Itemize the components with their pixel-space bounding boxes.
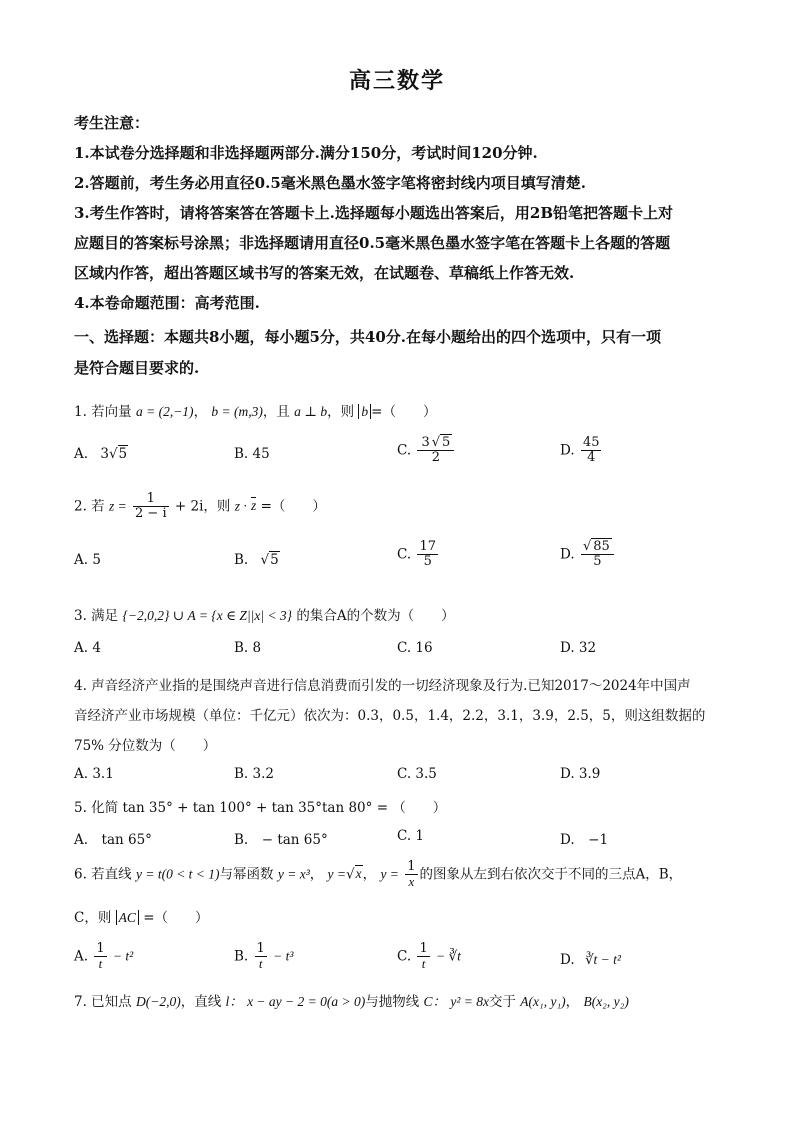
q6-mid2: 的图象从左到右依次交于不同的三点A，B，	[419, 866, 683, 883]
fraction	[405, 860, 417, 890]
frac-num: 45	[582, 435, 600, 450]
q5-option-a: A. tan 65°	[74, 832, 152, 848]
question-4-line: 75% 分位数为（ ）	[74, 738, 217, 754]
section-heading: 是符合题目要求的.	[74, 359, 200, 377]
fraction	[133, 492, 169, 522]
frac-den: 5	[423, 554, 432, 570]
option-coef: 3	[100, 446, 109, 462]
option-expression: ∛t − t²	[584, 952, 621, 967]
q2-z-mul: z ·	[234, 498, 247, 514]
q5-prefix: 5. 化简	[74, 800, 119, 816]
question-5	[74, 796, 446, 816]
q7-mid1: ，直线	[180, 994, 222, 1010]
q6-sep: ，	[362, 866, 377, 883]
notice-heading: 考生注意：	[74, 114, 150, 132]
notice-item: 区域内作答，超出答题区域书写的答案无效，在试题卷、草稿纸上作答无效.	[74, 264, 575, 282]
fraction: $\frac{√ 85}{5}$	[581, 540, 614, 570]
q6-func3-pre: y =	[380, 866, 399, 882]
fraction	[417, 540, 438, 570]
question-6-line2	[74, 906, 209, 926]
option-label: C.	[397, 442, 412, 459]
notice-item: 2.答题前，考生务必用直径0.5毫米黑色墨水签字笔将密封线内项目填写清楚.	[74, 174, 586, 192]
q2-ask-post: =（ ）	[260, 498, 326, 515]
q2-option-c	[397, 540, 440, 570]
q1-ask-post: =（ ）	[371, 404, 437, 420]
q1-ask-pre: ，则	[327, 404, 355, 420]
q7-line-name: l：	[225, 994, 243, 1009]
q4-option-b: B. 3.2	[234, 766, 274, 782]
q2-plus: + 2i	[174, 498, 204, 515]
q7-line-expr: x − ay − 2 = 0(a > 0)	[247, 994, 366, 1009]
q2-option-b: B. √5	[234, 552, 279, 568]
q2-option-d	[560, 540, 616, 570]
frac-den: t	[98, 956, 103, 972]
option-radicand: 5	[118, 446, 128, 462]
q1-vector-b: b = (m,3)	[211, 404, 263, 419]
q7-mid3: 交于	[489, 994, 516, 1010]
frac-num: 17	[419, 539, 436, 554]
q1-prefix: 1. 若向量	[74, 404, 132, 420]
notice-item: 应题目的答案标号涂黑；非选择题请用直径0.5毫米黑色墨水签字笔在答题卡上各题的答题	[74, 234, 671, 252]
fraction	[581, 436, 602, 466]
fraction	[255, 942, 267, 972]
frac-den: 2 − i	[135, 506, 167, 522]
q6-func2-pre: y =	[327, 866, 347, 882]
option-radicand: 5	[270, 552, 279, 568]
q7-point-b: B(x₂, y₂)	[583, 994, 629, 1009]
q7-sep: ，	[565, 994, 580, 1010]
q7-point: D(−2,0)	[135, 994, 181, 1009]
q3-option-c: C. 16	[397, 640, 433, 656]
option-label: D.	[560, 546, 575, 563]
fraction	[94, 942, 106, 972]
q6-mid1: 与幂函数	[219, 866, 274, 883]
q6-option-a	[74, 942, 133, 972]
option-label: A.	[74, 948, 89, 965]
option-label: B.	[234, 552, 249, 568]
q2-ask-pre: ，则	[203, 498, 231, 515]
frac-den: t	[421, 956, 426, 972]
q4-option-a: A. 3.1	[74, 766, 114, 782]
frac-num: 1	[419, 941, 428, 956]
section-heading: 一、选择题：本题共8小题，每小题5分，共40分.在每小题给出的四个选项中，只有一项	[74, 328, 661, 346]
option-tail: − t³	[273, 948, 294, 964]
fraction	[417, 942, 429, 972]
frac-den: 5	[593, 554, 602, 570]
q1-option-a: A. 3√5	[74, 446, 128, 462]
q6-option-b	[234, 942, 293, 972]
frac-num: 1	[96, 941, 105, 956]
option-tail: − ∛t	[436, 948, 461, 964]
q7-mid2: 与抛物线	[365, 994, 420, 1010]
q6-prefix: 6. 若直线	[74, 866, 132, 883]
q4-option-c: C. 3.5	[397, 766, 437, 782]
q6-func2-radicand: x	[355, 866, 362, 882]
q6-option-d	[560, 952, 621, 968]
q1-cond-pre: ，且	[262, 404, 290, 420]
question-2	[74, 492, 326, 522]
q3-expression: {−2,0,2} ∪ A = {x ∈ Z||x| < 3}	[122, 608, 293, 623]
frac-num-radicand: 5	[442, 435, 451, 450]
frac-den: t	[258, 956, 263, 972]
q6-line2-pre: C，则	[74, 910, 112, 926]
notice-item: 3.考生作答时，请将答案答在答题卡上.选择题每小题选出答案后，用2B铅笔把答题卡上对	[74, 204, 674, 222]
option-label: D.	[560, 952, 575, 968]
question-3	[74, 604, 455, 624]
q1-condition: a ⊥ b	[294, 404, 328, 419]
q1-option-c	[397, 436, 456, 466]
frac-num-radicand: 85	[593, 539, 610, 554]
frac-num: 1	[256, 941, 265, 956]
option-label: B.	[234, 948, 249, 965]
q3-option-d: D. 32	[560, 640, 597, 656]
frac-den: x	[408, 874, 415, 890]
q3-option-b: B. 8	[234, 640, 262, 656]
fraction: $\frac{3 √ 5}{2}$	[417, 436, 454, 466]
notice-item: 4.本卷命题范围：高考范围.	[74, 294, 260, 312]
q7-curve-expr: y² = 8x	[450, 994, 489, 1009]
frac-num-coef: 3	[421, 435, 430, 450]
q6-line-expr: y = t(0 < t < 1)	[135, 866, 220, 882]
q7-point-a: A(x₁, y₁)	[520, 994, 566, 1009]
q1-option-d	[560, 436, 603, 466]
q3-prefix: 3. 满足	[74, 608, 119, 624]
q6-abs-ac: AC	[116, 910, 139, 925]
q1-sep: ，	[193, 404, 208, 420]
q6-func1: y = x³	[277, 866, 310, 882]
q2-prefix: 2. 若	[74, 498, 105, 515]
question-4-line: 音经济产业市场规模（单位：千亿元）依次为：0.3，0.5，1.4，2.2，3.1，3.9，2.5，5，则这组数据的	[74, 708, 706, 724]
q6-sep: ，	[309, 866, 324, 883]
q7-curve-name: C：	[423, 994, 447, 1009]
q5-suffix: （ ）	[392, 800, 447, 816]
question-4-line: 4. 声音经济产业指的是围绕声音进行信息消费而引发的一切经济现象及行为.已知2017～2024年中国声	[74, 678, 691, 694]
q5-expression: tan 35° + tan 100° + tan 35°tan 80° =	[122, 800, 388, 816]
question-1	[74, 400, 436, 420]
q3-option-a: A. 4	[74, 640, 101, 656]
q6-option-c	[397, 942, 461, 972]
q5-option-c: C. 1	[397, 828, 425, 844]
q7-prefix: 7. 已知点	[74, 994, 132, 1010]
q2-option-a: A. 5	[74, 552, 101, 568]
question-6: 6. 若直线 y = t(0 < t < 1)与幂函数 y = x³， y =√x， y = $\frac{1}{x}$ 的图象从左到右依次交于不同的三点A，B，	[74, 859, 683, 890]
q2-z-conjugate: z	[251, 498, 257, 514]
q1-option-b: B. 45	[234, 446, 270, 462]
q1-vector-a: a = (2,−1)	[135, 404, 194, 419]
q5-option-b: B. − tan 65°	[234, 832, 328, 848]
q3-suffix: 的集合A的个数为（ ）	[296, 608, 455, 624]
q6-line2-post: =（ ）	[143, 910, 209, 926]
frac-den: 4	[587, 450, 596, 466]
question-7	[74, 990, 629, 1010]
option-label: A.	[74, 446, 89, 462]
frac-num: 1	[407, 859, 416, 874]
option-tail: − t²	[112, 948, 134, 964]
notice-item: 1.本试卷分选择题和非选择题两部分.满分150分，考试时间120分钟.	[74, 144, 538, 162]
option-label: C.	[397, 546, 412, 563]
q5-option-d: D. −1	[560, 832, 609, 848]
option-label: D.	[560, 442, 575, 459]
q4-option-d: D. 3.9	[560, 766, 601, 782]
frac-den: 2	[431, 450, 440, 466]
page-title: 高三数学	[348, 68, 445, 94]
q2-z: z =	[108, 498, 127, 514]
option-label: C.	[397, 948, 412, 965]
q1-abs-b: b	[358, 404, 371, 419]
frac-num: 1	[133, 492, 169, 507]
